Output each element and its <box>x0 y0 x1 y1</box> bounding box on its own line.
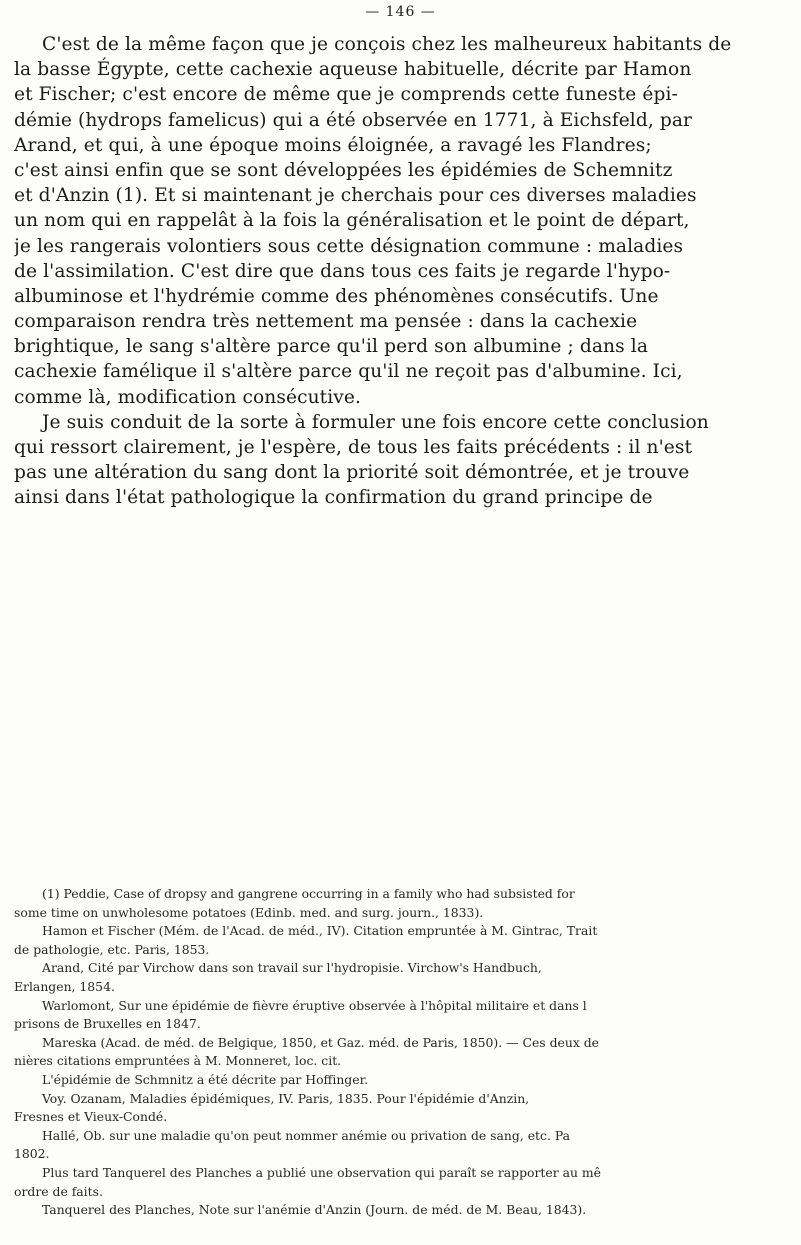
text-line: cachexie famélique il s'altère parce qu'il ne reçoit pas d'albumine. Ici, <box>14 361 683 383</box>
page-number: — 146 — <box>365 4 436 20</box>
footnote-line: Erlangen, 1854. <box>14 978 115 994</box>
text-line: démie (hydrops famelicus) qui a été observée en 1771, à Eichsfeld, par <box>14 109 693 131</box>
footnote-line: de pathologie, etc. Paris, 1853. <box>14 941 210 957</box>
footnote-line: nières citations empruntées à M. Monneret, loc. cit. <box>14 1053 342 1069</box>
text-line: comme là, modification consécutive. <box>14 386 361 408</box>
footnote-line: Fresnes et Vieux-Condé. <box>14 1109 168 1125</box>
footnote-line: 1802. <box>14 1146 50 1162</box>
footnote-line: ordre de faits. <box>14 1183 103 1199</box>
text-line: je les rangerais volontiers sous cette désignation commune : maladies <box>14 235 684 257</box>
text-line: et d'Anzin (1). Et si maintenant je cherchais pour ces diverses maladies <box>14 185 697 207</box>
text-line: de l'assimilation. C'est dire que dans tous ces faits je regarde l'hypo- <box>14 260 671 282</box>
text-line: brightique, le sang s'altère parce qu'il perd son albumine ; dans la <box>14 336 649 358</box>
text-line: pas une altération du sang dont la priorité soit démontrée, et je trouve <box>14 462 690 484</box>
text-line: Je suis conduit de la sorte à formuler une fois encore cette conclusion <box>42 411 709 433</box>
text-line: qui ressort clairement, je l'espère, de tous les faits précédents : il n'est <box>14 437 693 458</box>
text-line: Arand, et qui, à une époque moins éloignée, a ravagé les Flandres; <box>14 134 652 156</box>
text-line: ainsi dans l'état pathologique la confirmation du grand principe de <box>14 487 653 509</box>
text-line: un nom qui en rappelât à la fois la généralisation et le point de départ, <box>14 210 690 232</box>
footnote-line: Tanquerel des Planches, Note sur l'anémie d'Anzin (Journ. de méd. de M. Beau, 1843). <box>42 1202 587 1218</box>
main-text <box>14 32 801 511</box>
footnote-line: Voy. Ozanam, Maladies épidémiques, IV. Paris, 1835. Pour l'épidémie d'Anzin, <box>42 1090 530 1106</box>
footnote-line: Hallé, Ob. sur une maladie qu'on peut nommer anémie ou privation de sang, etc. Pa <box>42 1127 570 1143</box>
footnote-line: Mareska (Acad. de méd. de Belgique, 1850, et Gaz. méd. de Paris, 1850). — Ces deux de <box>42 1034 600 1050</box>
footnote-line: prisons de Bruxelles en 1847. <box>14 1016 201 1032</box>
text-line: c'est ainsi enfin que se sont développées les épidémies de Schemnitz <box>14 159 673 181</box>
footnote-line: Arand, Cité par Virchow dans son travail sur l'hydropisie. Virchow's Handbuch, <box>42 960 542 976</box>
footnote-line: some time on unwholesome potatoes (Edinb. med. and surg. journ., 1833). <box>14 904 484 920</box>
footnote-line: (1) Peddie, Case of dropsy and gangrene occurring in a family who had subsisted for <box>42 886 575 901</box>
footnote-line: Hamon et Fischer (Mém. de l'Acad. de méd., IV). Citation empruntée à M. Gintrac, Trait <box>42 923 598 939</box>
footnotes <box>14 885 801 1220</box>
footnote-line: Plus tard Tanquerel des Planches a publié une observation qui paraît se rapporter au mê <box>42 1164 601 1180</box>
text-line: C'est de la même façon que je conçois chez les malheureux habitants de <box>42 34 732 55</box>
text-line: et Fischer; c'est encore de même que je comprends cette funeste épi- <box>14 84 678 106</box>
footnote-line: L'épidémie de Schmnitz a été décrite par Hoffinger. <box>42 1071 369 1087</box>
text-line: albuminose et l'hydrémie comme des phénomènes consécutifs. Une <box>14 285 659 307</box>
text-line: comparaison rendra très nettement ma pensée : dans la cachexie <box>14 311 638 333</box>
footnote-line: Warlomont, Sur une épidémie de fièvre éruptive observée à l'hôpital militaire et dans l <box>42 997 587 1013</box>
text-line: la basse Égypte, cette cachexie aqueuse habituelle, décrite par Hamon <box>14 59 692 81</box>
